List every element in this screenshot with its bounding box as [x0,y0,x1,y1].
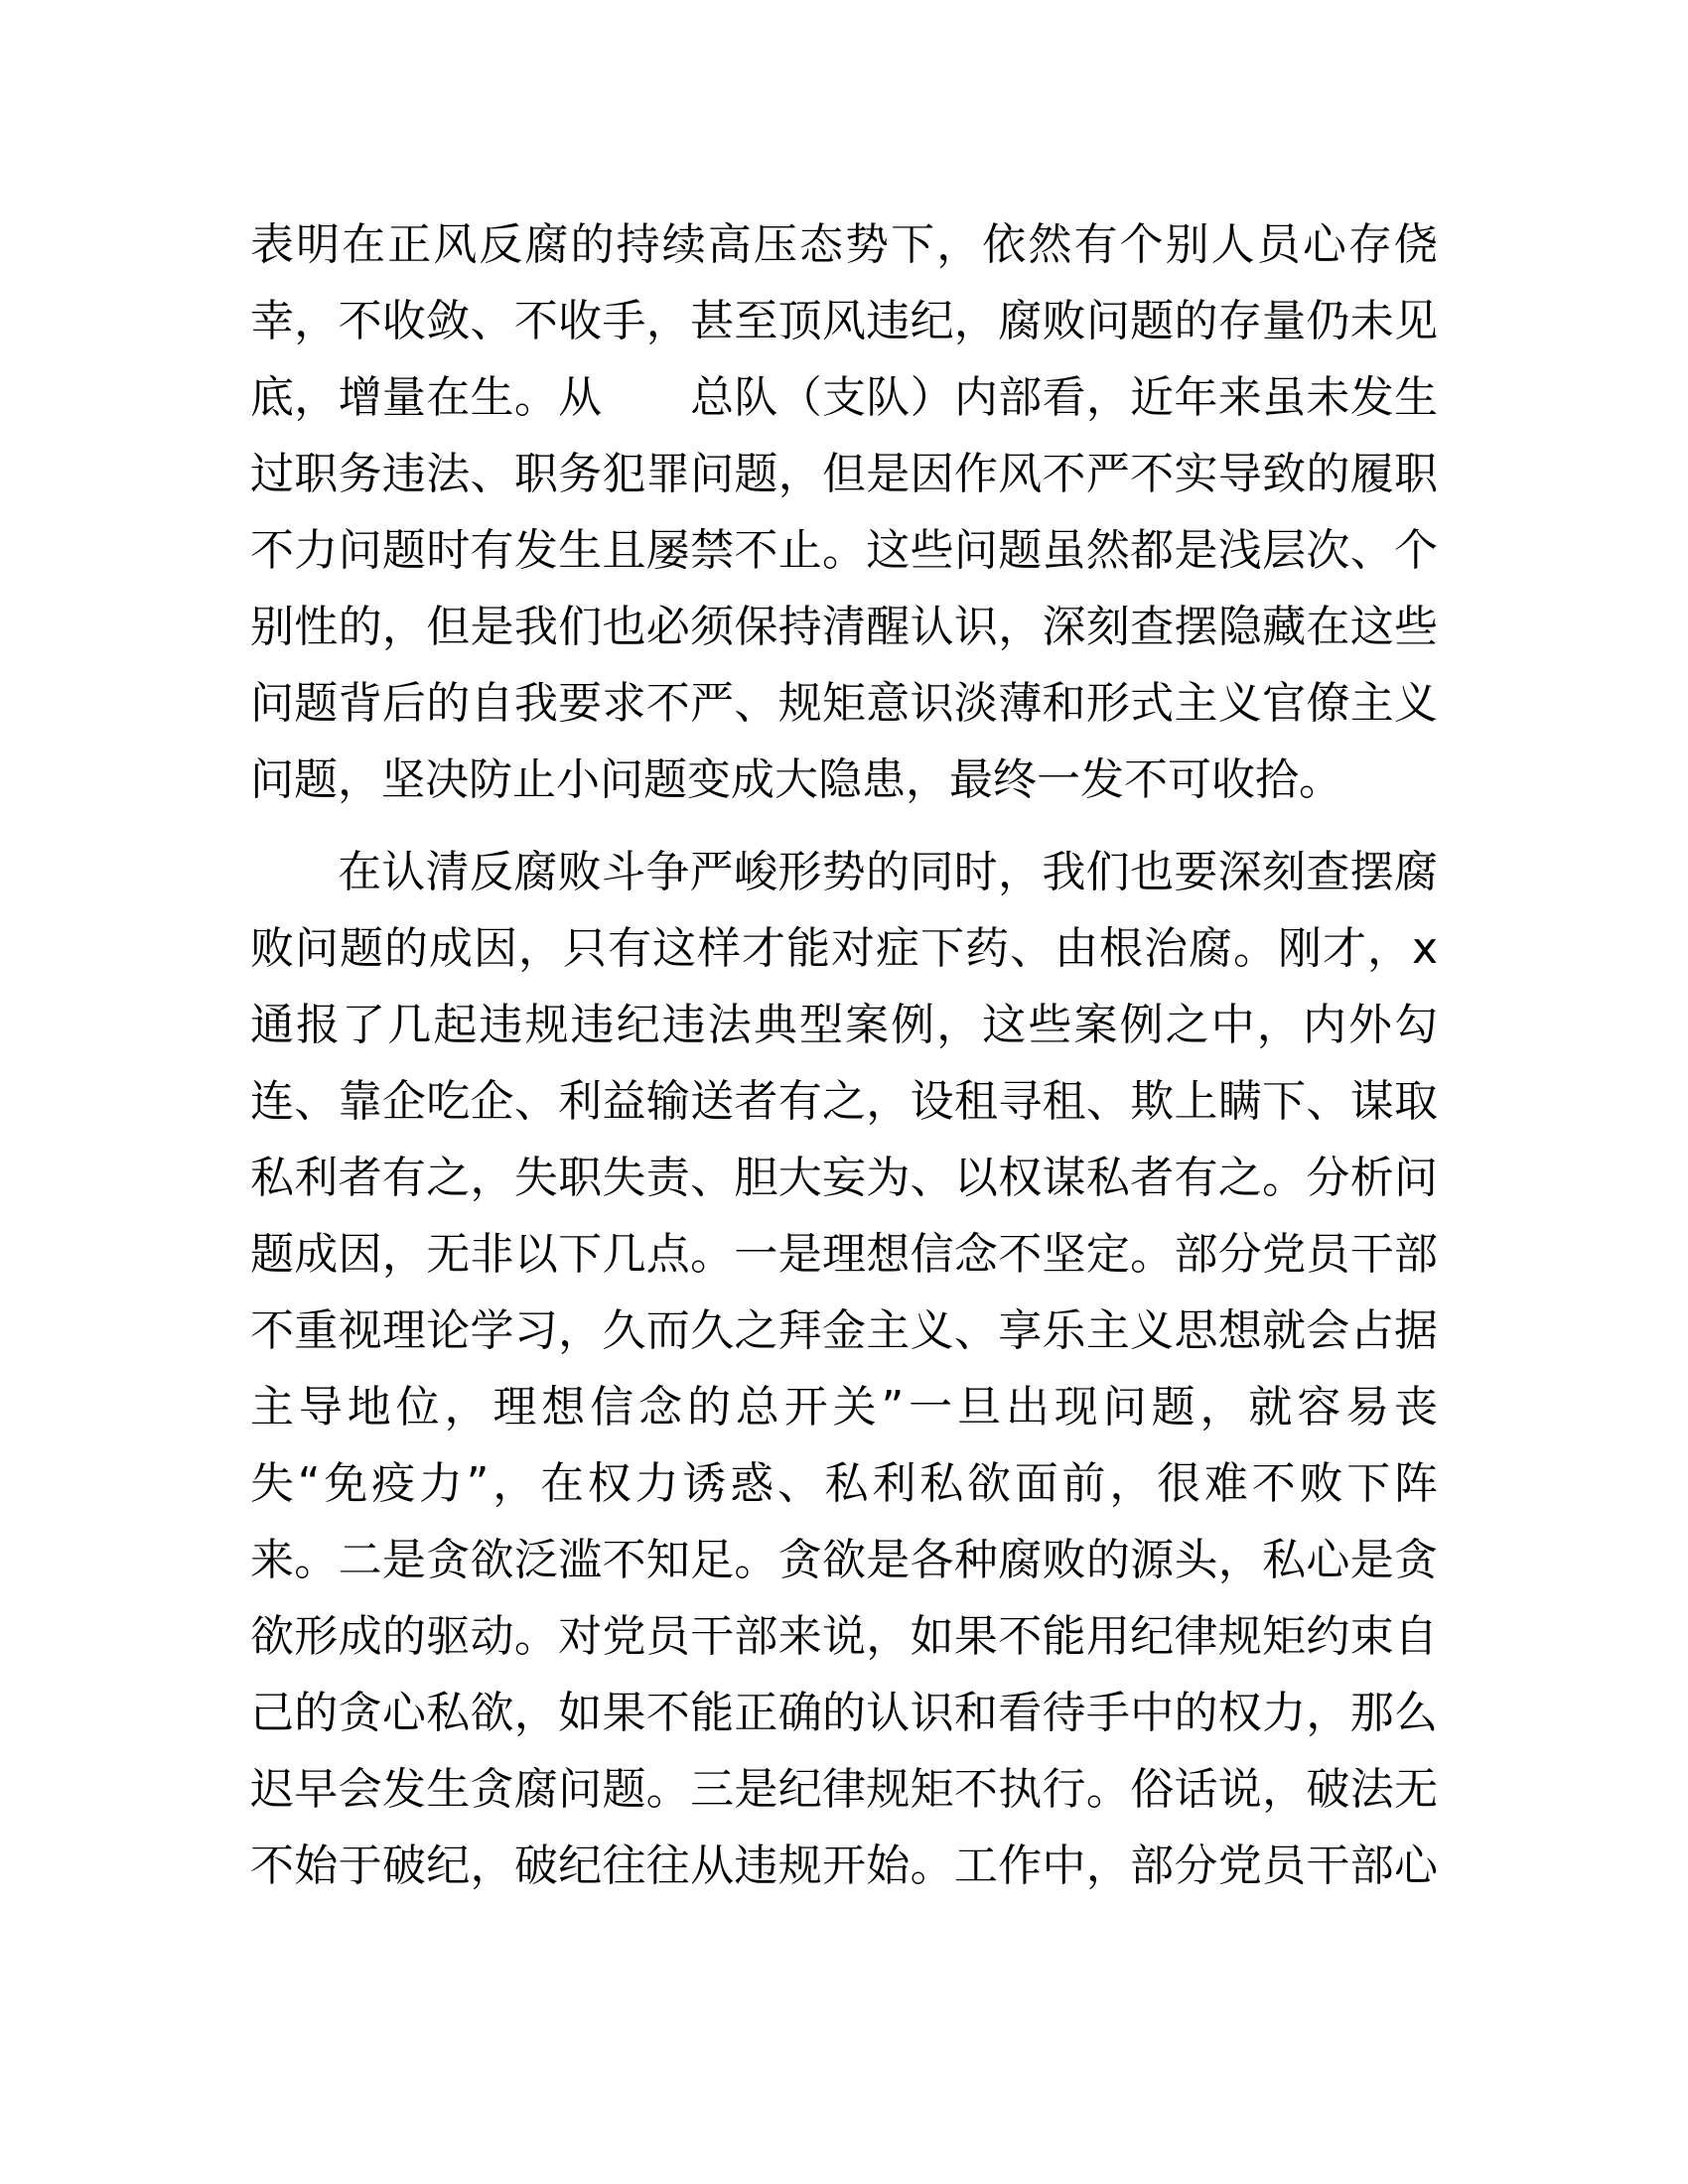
text-line: 问题背后的自我要求不严、规矩意识淡薄和形式主义官僚主义 [250,678,1438,729]
document-body [250,206,1438,1920]
text-line: 别性的，但是我们也必须保持清醒认识，深刻查摆隐藏在这些 [250,602,1438,652]
text-line: 题成因，无非以下几点。一是理想信念不坚定。部分党员干部 [250,1229,1438,1280]
text-line: 不重视理论学习，久而久之拜金主义、享乐主义思想就会占据 [250,1305,1438,1356]
text-line: 来。二是贪欲泛滥不知足。贪欲是各种腐败的源头，私心是贪 [250,1535,1438,1585]
text-line: 过职务违法、职务犯罪问题，但是因作风不严不实导致的履职 [250,449,1438,499]
text-line: 欲形成的驱动。对党员干部来说，如果不能用纪律规矩约束自 [250,1611,1438,1662]
text-line: 通报了几起违规违纪违法典型案例，这些案例之中，内外勾 [250,1000,1438,1050]
text-line: 底，增量在生。从 总队（支队）内部看，近年来虽未发生 [250,372,1438,423]
text-line: 己的贪心私欲，如果不能正确的认识和看待手中的权力，那么 [250,1688,1438,1738]
text-line: 不始于破纪，破纪往往从违规开始。工作中，部分党员干部心 [250,1841,1438,1891]
paragraph-1 [250,206,1438,818]
text-line: 迟早会发生贪腐问题。三是纪律规矩不执行。俗话说，破法无 [250,1764,1438,1815]
paragraph-2 [250,834,1438,1904]
text-line: 幸，不收敛、不收手，甚至顶风违纪，腐败问题的存量仍未见 [250,296,1438,346]
text-line: 连、靠企吃企、利益输送者有之，设租寻租、欺上瞒下、谋取 [250,1076,1438,1127]
text-line: 主导地位，理想信念的总开关”一旦出现问题，就容易丧 [250,1382,1438,1433]
text-line: 不力问题时有发生且屡禁不止。这些问题虽然都是浅层次、个 [250,525,1438,576]
text-line: 失“免疫力”，在权力诱惑、私利私欲面前，很难不败下阵 [250,1458,1438,1509]
text-line: 在认清反腐败斗争严峻形势的同时，我们也要深刻查摆腐 [338,847,1438,897]
text-line: 败问题的成因，只有这样才能对症下药、由根治腐。刚才，x [250,923,1438,974]
text-line: 问题，坚决防止小问题变成大隐患，最终一发不可收拾。 [250,754,1342,805]
text-line: 表明在正风反腐的持续高压态势下，依然有个别人员心存侥 [250,219,1438,270]
text-line: 私利者有之，失职失责、胆大妄为、以权谋私者有之。分析问 [250,1153,1438,1203]
